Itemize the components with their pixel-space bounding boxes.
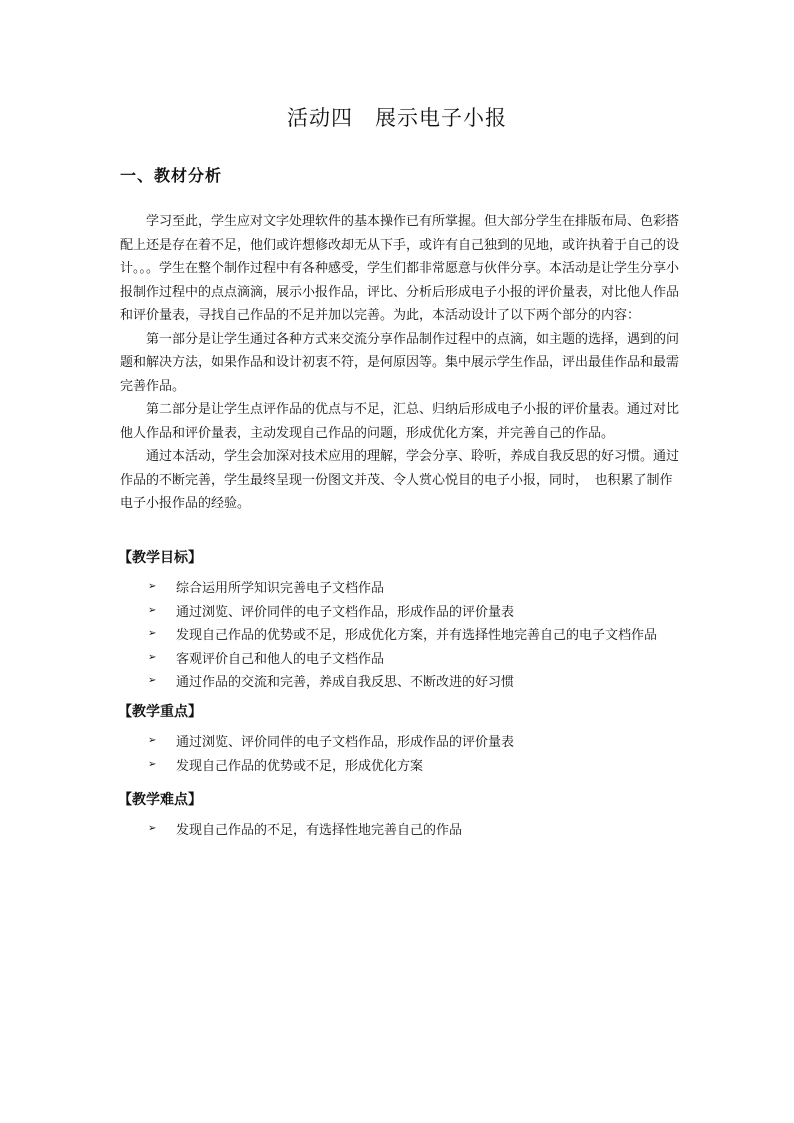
arrow-bullet-icon: ➢ xyxy=(148,735,157,747)
list-item-text: 发现自己作品的不足，有选择性地完善自己的作品 xyxy=(176,823,463,839)
list-item xyxy=(148,817,708,841)
document-title: 活动四 展示电子小报 xyxy=(287,106,507,130)
list-item-text: 发现自己作品的优势或不足，形成优化方案，并有选择性地完善自己的电子文档作品 xyxy=(176,628,658,644)
list-item xyxy=(148,622,708,646)
arrow-bullet-icon: ➢ xyxy=(148,651,157,663)
paragraph-intro: 学习至此，学生应对文字处理软件的基本操作已有所掌握。但大部分学生在排版布局、色彩搭配上还是存在着不足，他们或许想修改却无从下手，或许有自己独到的见地，或许执着于自己的设计。。。学生在整个制作过程中有各种感受，学生们都非常愿意与伙伴分享。本活动是让学生分享小报制作过程中的点点滴滴，展示小报作品，评比、分析后形成电子小报的评价量表，对比他人作品和评价量表，寻找自己作品的不足并加以完善。为此，本活动设计了以下两个部分的内容： xyxy=(120,214,680,323)
list-item-text: 发现自己作品的优势或不足，形成优化方案 xyxy=(176,758,424,774)
arrow-bullet-icon: ➢ xyxy=(148,581,157,593)
list-item-text: 通过作品的交流和完善，养成自我反思、不断改进的好习惯 xyxy=(176,675,515,691)
section-heading-material-analysis: 一、教材分析 xyxy=(120,166,223,185)
arrow-bullet-icon: ➢ xyxy=(148,628,157,640)
teaching-difficulties-heading: 【教学难点】 xyxy=(118,792,202,808)
teaching-difficulties-list xyxy=(148,817,708,841)
arrow-bullet-icon: ➢ xyxy=(148,675,157,687)
list-item xyxy=(148,669,708,693)
list-item-text: 综合运用所学知识完善电子文档作品 xyxy=(176,581,385,597)
arrow-bullet-icon: ➢ xyxy=(148,604,157,616)
teaching-goals-heading: 【教学目标】 xyxy=(118,550,202,566)
list-item-text: 通过浏览、评价同伴的电子文档作品，形成作品的评价量表 xyxy=(176,604,515,620)
paragraph-summary: 通过本活动，学生会加深对技术应用的理解，学会分享、聆听，养成自我反思的好习惯。通过作品的不断完善，学生最终呈现一份图文并茂、令人赏心悦目的电子小报，同时， 也积累了制作电子小报作品的经验。 xyxy=(120,449,680,511)
teaching-key-points-list xyxy=(148,729,708,776)
analysis-body xyxy=(120,210,680,516)
list-item-text: 客观评价自己和他人的电子文档作品 xyxy=(176,651,385,667)
teaching-key-points-heading: 【教学重点】 xyxy=(118,704,202,720)
list-item xyxy=(148,575,708,599)
list-item xyxy=(148,646,708,670)
list-item-text: 通过浏览、评价同伴的电子文档作品，形成作品的评价量表 xyxy=(176,735,515,751)
paragraph-part-two: 第二部分是让学生点评作品的优点与不足，汇总、归纳后形成电子小报的评价量表。通过对比他人作品和评价量表，主动发现自己作品的问题，形成优化方案，并完善自己的作品。 xyxy=(120,402,680,441)
arrow-bullet-icon: ➢ xyxy=(148,758,157,770)
arrow-bullet-icon: ➢ xyxy=(148,823,157,835)
list-item xyxy=(148,599,708,623)
list-item xyxy=(148,729,708,753)
paragraph-part-one: 第一部分是让学生通过各种方式来交流分享作品制作过程中的点滴，如主题的选择，遇到的问题和解决方法，如果作品和设计初衷不符，是何原因等。集中展示学生作品，评出最佳作品和最需完善作品。 xyxy=(120,331,680,394)
list-item xyxy=(148,753,708,777)
teaching-goals-list xyxy=(148,575,708,693)
